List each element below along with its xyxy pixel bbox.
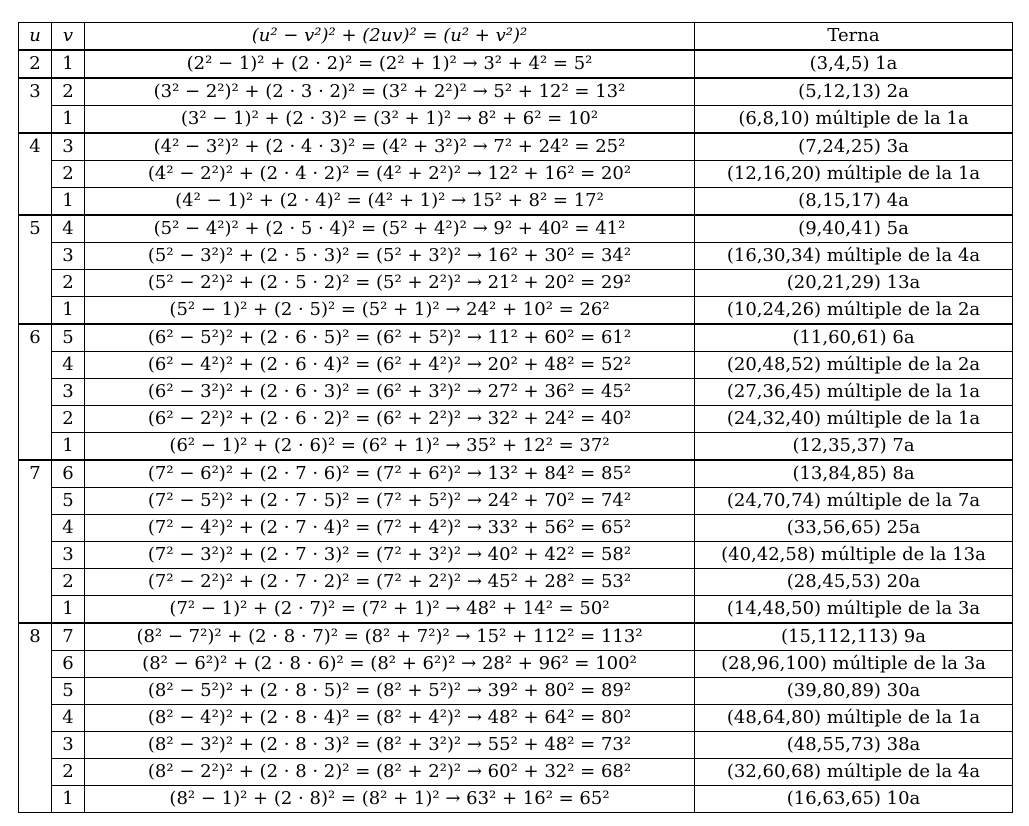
cell-equation: (8² − 4²)² + (2 · 8 · 4)² = (8² + 4²)² → 48² + 64² = 80²	[85, 705, 695, 732]
cell-u: 5	[19, 215, 52, 324]
cell-equation: (5² − 3²)² + (2 · 5 · 3)² = (5² + 3²)² → 16² + 30² = 34²	[85, 243, 695, 270]
cell-equation: (7² − 2²)² + (2 · 7 · 2)² = (7² + 2²)² → 45² + 28² = 53²	[85, 569, 695, 596]
cell-terna: (11,60,61) 6a	[695, 324, 1013, 352]
cell-terna: (32,60,68) múltiple de la 4a	[695, 759, 1013, 786]
cell-terna: (28,45,53) 20a	[695, 569, 1013, 596]
cell-terna: (14,48,50) múltiple de la 3a	[695, 596, 1013, 624]
cell-terna: (24,70,74) múltiple de la 7a	[695, 488, 1013, 515]
cell-terna: (39,80,89) 30a	[695, 678, 1013, 705]
table-row	[19, 78, 1013, 106]
cell-v: 4	[52, 705, 85, 732]
cell-terna: (12,35,37) 7a	[695, 433, 1013, 461]
header-row	[19, 23, 1013, 51]
cell-v: 1	[52, 596, 85, 624]
cell-terna: (16,30,34) múltiple de la 4a	[695, 243, 1013, 270]
cell-v: 1	[52, 786, 85, 813]
table-row	[19, 542, 1013, 569]
cell-terna: (48,55,73) 38a	[695, 732, 1013, 759]
cell-v: 1	[52, 106, 85, 134]
cell-u: 4	[19, 133, 52, 215]
table-row	[19, 678, 1013, 705]
cell-v: 3	[52, 379, 85, 406]
cell-equation: (2² − 1)² + (2 · 2)² = (2² + 1)² → 3² + 4² = 5²	[85, 50, 695, 78]
cell-v: 3	[52, 542, 85, 569]
cell-equation: (7² − 3²)² + (2 · 7 · 3)² = (7² + 3²)² → 40² + 42² = 58²	[85, 542, 695, 569]
cell-terna: (5,12,13) 2a	[695, 78, 1013, 106]
table-row	[19, 433, 1013, 461]
header-expression: (u² − v²)² + (2uv)² = (u² + v²)²	[85, 23, 695, 51]
cell-v: 5	[52, 488, 85, 515]
table-row	[19, 379, 1013, 406]
cell-equation: (5² − 4²)² + (2 · 5 · 4)² = (5² + 4²)² → 9² + 40² = 41²	[85, 215, 695, 243]
cell-u: 6	[19, 324, 52, 460]
cell-equation: (8² − 1)² + (2 · 8)² = (8² + 1)² → 63² + 16² = 65²	[85, 786, 695, 813]
cell-v: 5	[52, 678, 85, 705]
cell-equation: (5² − 2²)² + (2 · 5 · 2)² = (5² + 2²)² → 21² + 20² = 29²	[85, 270, 695, 297]
cell-v: 1	[52, 433, 85, 461]
cell-equation: (6² − 2²)² + (2 · 6 · 2)² = (6² + 2²)² → 32² + 24² = 40²	[85, 406, 695, 433]
cell-terna: (16,63,65) 10a	[695, 786, 1013, 813]
table-row	[19, 133, 1013, 161]
table-row	[19, 50, 1013, 78]
cell-equation: (6² − 3²)² + (2 · 6 · 3)² = (6² + 3²)² → 27² + 36² = 45²	[85, 379, 695, 406]
table-row	[19, 786, 1013, 813]
table-row	[19, 569, 1013, 596]
cell-v: 7	[52, 623, 85, 651]
cell-v: 1	[52, 188, 85, 216]
pythagorean-triples-table	[18, 22, 1013, 813]
cell-equation: (7² − 1)² + (2 · 7)² = (7² + 1)² → 48² + 14² = 50²	[85, 596, 695, 624]
cell-v: 6	[52, 651, 85, 678]
table-row	[19, 732, 1013, 759]
table-row	[19, 215, 1013, 243]
cell-terna: (48,64,80) múltiple de la 1a	[695, 705, 1013, 732]
cell-equation: (6² − 4²)² + (2 · 6 · 4)² = (6² + 4²)² → 20² + 48² = 52²	[85, 352, 695, 379]
cell-terna: (9,40,41) 5a	[695, 215, 1013, 243]
table-body	[19, 50, 1013, 813]
cell-terna: (10,24,26) múltiple de la 2a	[695, 297, 1013, 325]
cell-v: 2	[52, 406, 85, 433]
cell-v: 5	[52, 324, 85, 352]
table-row	[19, 270, 1013, 297]
cell-equation: (5² − 1)² + (2 · 5)² = (5² + 1)² → 24² + 10² = 26²	[85, 297, 695, 325]
cell-terna: (6,8,10) múltiple de la 1a	[695, 106, 1013, 134]
cell-terna: (7,24,25) 3a	[695, 133, 1013, 161]
cell-terna: (40,42,58) múltiple de la 13a	[695, 542, 1013, 569]
table-row	[19, 596, 1013, 624]
cell-u: 2	[19, 50, 52, 78]
cell-v: 2	[52, 78, 85, 106]
cell-v: 4	[52, 352, 85, 379]
cell-u: 7	[19, 460, 52, 623]
cell-terna: (12,16,20) múltiple de la 1a	[695, 161, 1013, 188]
cell-equation: (6² − 5²)² + (2 · 6 · 5)² = (6² + 5²)² → 11² + 60² = 61²	[85, 324, 695, 352]
cell-v: 6	[52, 460, 85, 488]
table-row	[19, 161, 1013, 188]
cell-equation: (6² − 1)² + (2 · 6)² = (6² + 1)² → 35² + 12² = 37²	[85, 433, 695, 461]
cell-terna: (15,112,113) 9a	[695, 623, 1013, 651]
cell-terna: (8,15,17) 4a	[695, 188, 1013, 216]
cell-v: 2	[52, 759, 85, 786]
cell-v: 4	[52, 215, 85, 243]
cell-equation: (4² − 1)² + (2 · 4)² = (4² + 1)² → 15² + 8² = 17²	[85, 188, 695, 216]
cell-v: 2	[52, 161, 85, 188]
table-row	[19, 515, 1013, 542]
cell-terna: (20,48,52) múltiple de la 2a	[695, 352, 1013, 379]
cell-v: 3	[52, 243, 85, 270]
cell-equation: (7² − 4²)² + (2 · 7 · 4)² = (7² + 4²)² → 33² + 56² = 65²	[85, 515, 695, 542]
cell-u: 3	[19, 78, 52, 133]
cell-terna: (20,21,29) 13a	[695, 270, 1013, 297]
cell-v: 3	[52, 133, 85, 161]
cell-terna: (24,32,40) múltiple de la 1a	[695, 406, 1013, 433]
cell-equation: (8² − 7²)² + (2 · 8 · 7)² = (8² + 7²)² → 15² + 112² = 113²	[85, 623, 695, 651]
cell-terna: (3,4,5) 1a	[695, 50, 1013, 78]
cell-equation: (8² − 3²)² + (2 · 8 · 3)² = (8² + 3²)² → 55² + 48² = 73²	[85, 732, 695, 759]
table-row	[19, 623, 1013, 651]
table-row	[19, 106, 1013, 134]
cell-v: 4	[52, 515, 85, 542]
table-row	[19, 488, 1013, 515]
cell-v: 3	[52, 732, 85, 759]
header-terna: Terna	[695, 23, 1013, 51]
cell-equation: (8² − 2²)² + (2 · 8 · 2)² = (8² + 2²)² → 60² + 32² = 68²	[85, 759, 695, 786]
table-row	[19, 651, 1013, 678]
table-row	[19, 324, 1013, 352]
cell-equation: (7² − 5²)² + (2 · 7 · 5)² = (7² + 5²)² → 24² + 70² = 74²	[85, 488, 695, 515]
table-row	[19, 705, 1013, 732]
cell-v: 2	[52, 569, 85, 596]
table-row	[19, 352, 1013, 379]
cell-u: 8	[19, 623, 52, 813]
table-row	[19, 243, 1013, 270]
table-row	[19, 406, 1013, 433]
cell-v: 1	[52, 297, 85, 325]
table-row	[19, 188, 1013, 216]
header-v: v	[52, 23, 85, 51]
cell-equation: (3² − 1)² + (2 · 3)² = (3² + 1)² → 8² + 6² = 10²	[85, 106, 695, 134]
cell-terna: (28,96,100) múltiple de la 3a	[695, 651, 1013, 678]
cell-equation: (3² − 2²)² + (2 · 3 · 2)² = (3² + 2²)² → 5² + 12² = 13²	[85, 78, 695, 106]
cell-v: 2	[52, 270, 85, 297]
cell-terna: (27,36,45) múltiple de la 1a	[695, 379, 1013, 406]
cell-equation: (7² − 6²)² + (2 · 7 · 6)² = (7² + 6²)² → 13² + 84² = 85²	[85, 460, 695, 488]
table-row	[19, 297, 1013, 325]
cell-v: 1	[52, 50, 85, 78]
header-u: u	[19, 23, 52, 51]
cell-terna: (33,56,65) 25a	[695, 515, 1013, 542]
cell-terna: (13,84,85) 8a	[695, 460, 1013, 488]
cell-equation: (4² − 2²)² + (2 · 4 · 2)² = (4² + 2²)² → 12² + 16² = 20²	[85, 161, 695, 188]
table-row	[19, 759, 1013, 786]
cell-equation: (8² − 5²)² + (2 · 8 · 5)² = (8² + 5²)² → 39² + 80² = 89²	[85, 678, 695, 705]
cell-equation: (8² − 6²)² + (2 · 8 · 6)² = (8² + 6²)² → 28² + 96² = 100²	[85, 651, 695, 678]
table-row	[19, 460, 1013, 488]
cell-equation: (4² − 3²)² + (2 · 4 · 3)² = (4² + 3²)² → 7² + 24² = 25²	[85, 133, 695, 161]
